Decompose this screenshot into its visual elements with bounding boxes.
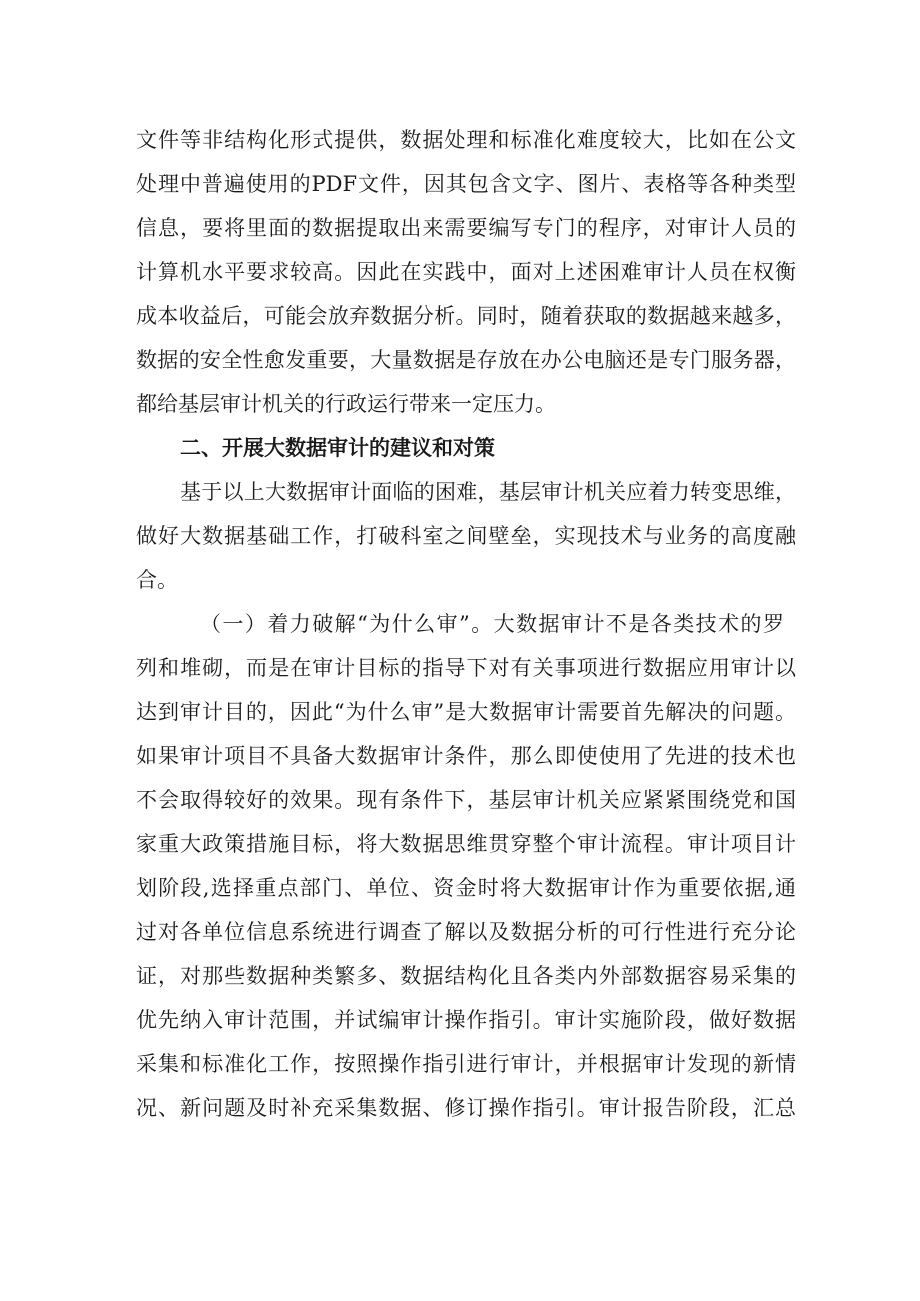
paragraph-line: 处理中普遍使用的PDF文件，因其包含文字、图片、表格等各种类型 [136,172,796,196]
paragraph-line: 基于以上大数据审计面临的困难，基层审计机关应着力转变思维， [180,480,796,504]
paragraph-line: 优先纳入审计范围，并试编审计操作指引。审计实施阶段，做好数据 [136,1008,796,1032]
paragraph-line: 计算机水平要求较高。因此在实践中，面对上述困难审计人员在权衡 [136,260,796,284]
paragraph-line: 不会取得较好的效果。现有条件下，基层审计机关应紧紧围绕党和国 [136,788,796,812]
paragraph-line: 过对各单位信息系统进行调查了解以及数据分析的可行性进行充分论 [136,920,796,944]
paragraph-line: 划阶段,选择重点部门、单位、资金时将大数据审计作为重要依据,通 [136,876,796,900]
paragraph-line: 况、新问题及时补充采集数据、修订操作指引。审计报告阶段，汇总 [136,1096,796,1120]
paragraph-line: 列和堆砌，而是在审计目标的指导下对有关事项进行数据应用审计以 [136,656,796,680]
section-heading: 二、开展大数据审计的建议和对策 [180,436,495,460]
paragraph-line: 文件等非结构化形式提供，数据处理和标准化难度较大，比如在公文 [136,128,796,152]
paragraph-line: 信息，要将里面的数据提取出来需要编写专门的程序，对审计人员的 [136,216,796,240]
paragraph-line: （一）着力破解“为什么审”。大数据审计不是各类技术的罗 [200,612,784,636]
paragraph-line: 证，对那些数据种类繁多、数据结构化且各类内外部数据容易采集的 [136,964,796,988]
paragraph-line: 数据的安全性愈发重要，大量数据是存放在办公电脑还是专门服务器， [136,348,796,372]
paragraph-line: 达到审计目的，因此“为什么审”是大数据审计需要首先解决的问题。 [136,700,796,724]
paragraph-line: 如果审计项目不具备大数据审计条件，那么即使使用了先进的技术也 [136,744,796,768]
paragraph-line: 都给基层审计机关的行政运行带来一定压力。 [136,392,556,416]
paragraph-line: 合。 [136,568,178,592]
paragraph-line: 做好大数据基础工作，打破科室之间壁垒，实现技术与业务的高度融 [136,524,796,548]
paragraph-line: 家重大政策措施目标，将大数据思维贯穿整个审计流程。审计项目计 [136,832,796,856]
paragraph-line: 采集和标准化工作，按照操作指引进行审计，并根据审计发现的新情 [136,1052,796,1076]
paragraph-line: 成本收益后，可能会放弃数据分析。同时，随着获取的数据越来越多， [136,304,796,328]
